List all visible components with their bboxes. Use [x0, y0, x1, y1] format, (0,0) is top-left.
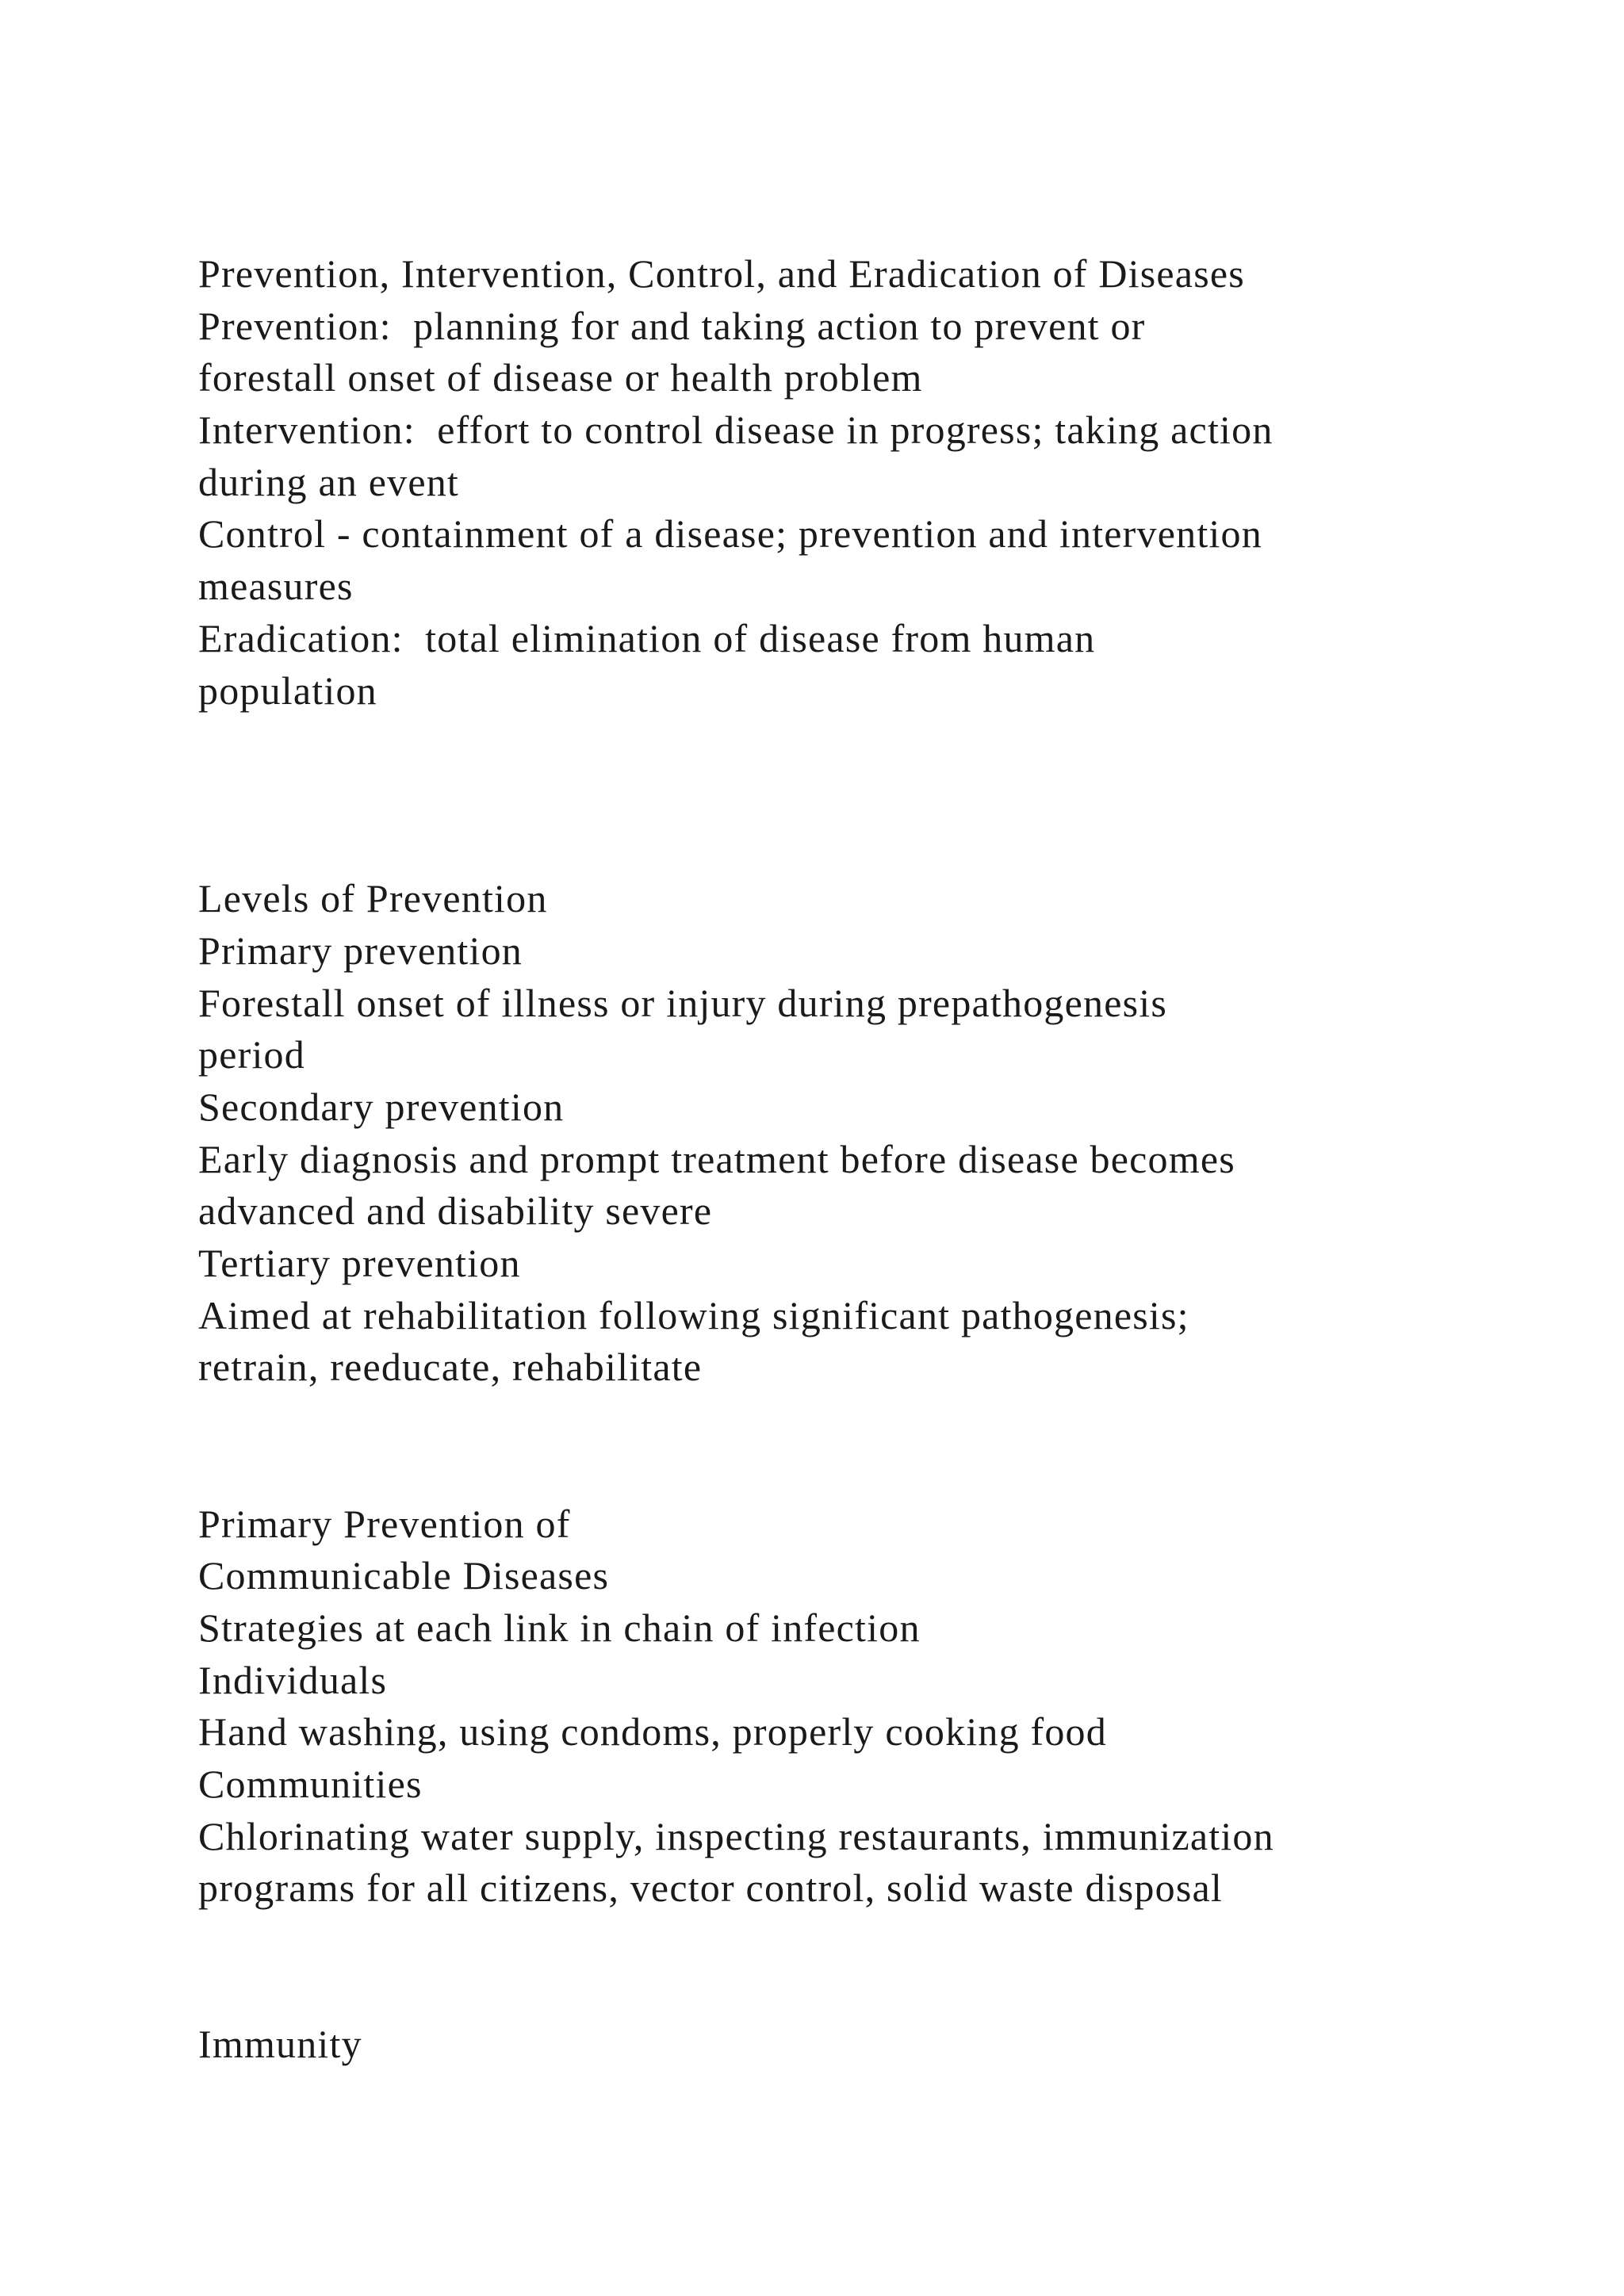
blank-line [198, 769, 1499, 821]
blank-line [198, 821, 1499, 874]
text-line: Hand washing, using condoms, properly cooking food [198, 1709, 1107, 1755]
text-line: Individuals [198, 1657, 388, 1702]
text-line: Forestall onset of illness or injury during prepathogenesis [198, 980, 1167, 1025]
text-line: Tertiary prevention [198, 1241, 521, 1286]
text-line: during an event [198, 459, 460, 504]
blank-line [198, 717, 1499, 769]
text-line: Chlorinating water supply, inspecting restaurants, immunization [198, 1813, 1274, 1858]
text-line: Communicable Diseases [198, 1553, 610, 1598]
blank-line [198, 1446, 1499, 1498]
document-text [198, 248, 1499, 2071]
text-line: programs for all citizens, vector control, solid waste disposal [198, 1866, 1223, 1911]
text-line: Early diagnosis and prompt treatment before disease becomes [198, 1136, 1235, 1181]
text-line: Control - containment of a disease; prevention and intervention [198, 511, 1262, 557]
text-line: population [198, 668, 377, 713]
text-line: Eradication: total elimination of disease from human [198, 615, 1096, 660]
text-line: Secondary prevention [198, 1085, 565, 1129]
text-line: Immunity [198, 2022, 362, 2067]
blank-line [198, 1915, 1499, 1967]
text-line: forestall onset of disease or health problem [198, 355, 923, 400]
text-line: Communities [198, 1761, 423, 1806]
text-line: Primary Prevention of [198, 1501, 571, 1546]
text-line: Strategies at each link in chain of infection [198, 1605, 921, 1650]
text-line: Levels of Prevention [198, 876, 548, 921]
text-line: measures [198, 564, 354, 609]
text-line: Prevention: planning for and taking action to prevent or [198, 303, 1146, 348]
blank-line [198, 1967, 1499, 2019]
text-line: Aimed at rehabilitation following significant pathogenesis; [198, 1292, 1189, 1337]
text-line: period [198, 1032, 305, 1077]
text-line: Prevention, Intervention, Control, and Eradication of Diseases [198, 251, 1245, 296]
text-line: Primary prevention [198, 928, 523, 973]
text-line: retrain, reeducate, rehabilitate [198, 1345, 703, 1390]
blank-line [198, 1394, 1499, 1446]
text-line: Intervention: effort to control disease in progress; taking action [198, 408, 1274, 453]
text-line: advanced and disability severe [198, 1188, 713, 1234]
